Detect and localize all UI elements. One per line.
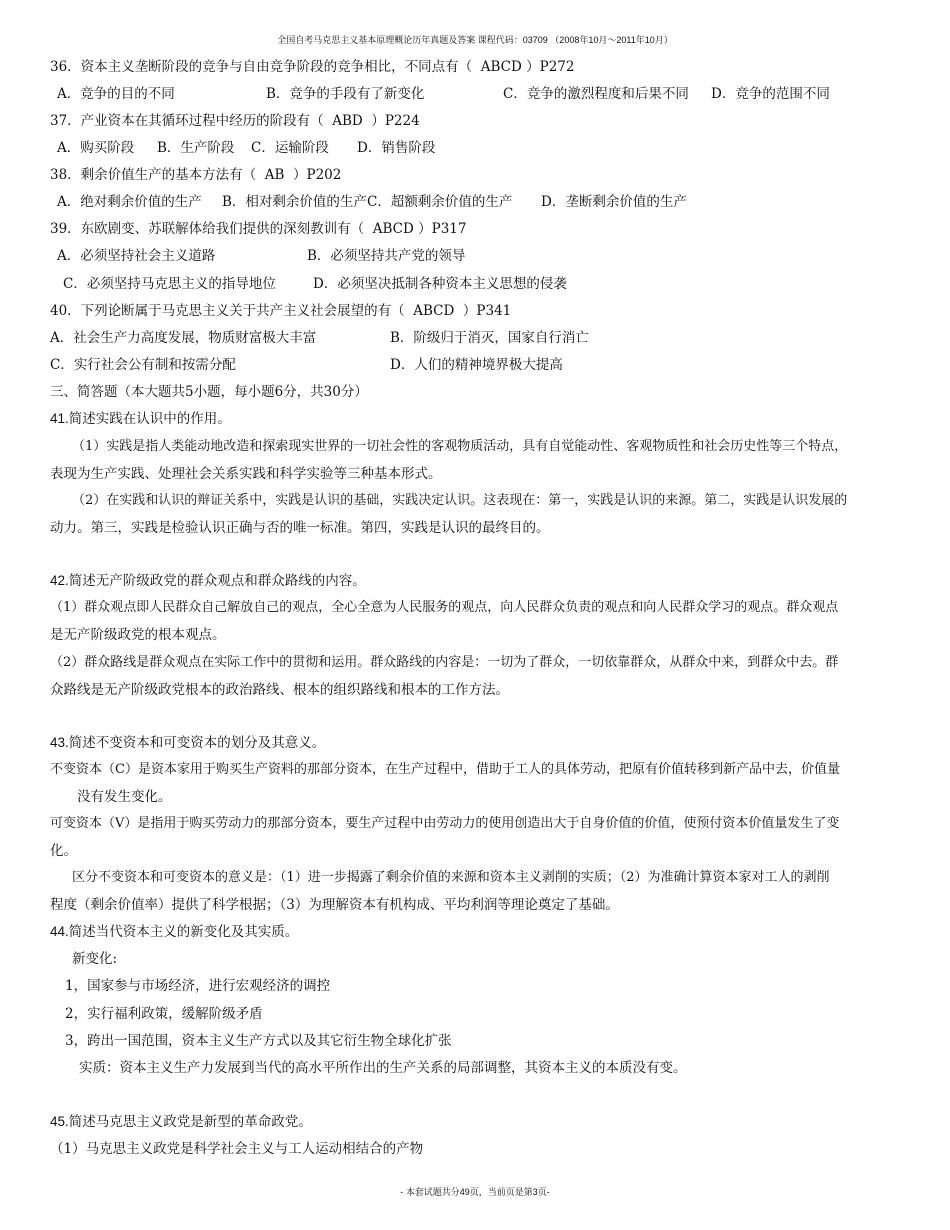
q41-paragraph-2-line-1: （2）在实践和认识的辩证关系中，实践是认识的基础，实践决定认识。这表现在：第一，实践是认识的来源。第二，实践是认识发展的 <box>72 493 848 508</box>
page-header: 全国自考马克思主义基本原理概论历年真题及答案 课程代码：03709 （2008年10月～2011年10月） <box>277 35 673 45</box>
q39-option-b: B．必须坚持共产党的领导 <box>307 248 466 264</box>
q36-option-c: C．竞争的激烈程度和后果不同 <box>503 86 689 102</box>
q38-option-d: D．垄断剩余价值的生产 <box>541 194 687 210</box>
q41-title: 41.简述实践在认识中的作用。 <box>50 411 231 426</box>
q44-title: 44.简述当代资本主义的新变化及其实质。 <box>50 924 299 939</box>
q43-constant-capital-line-1: 不变资本（C）是资本家用于购买生产资料的那部分资本，在生产过程中，借助于工人的具体劳动，把原有价值转移到新产品中去，价值量 <box>50 762 840 777</box>
q44-new-changes-label: 新变化: <box>72 951 118 967</box>
q42-paragraph-1-line-1: （1）群众观点即人民群众自己解放自己的观点，全心全意为人民服务的观点，向人民群众负责的观点和向人民群众学习的观点。群众观点 <box>50 600 839 615</box>
q43-variable-capital-line-2: 化。 <box>50 843 77 859</box>
q41-paragraph-2-line-2: 动力。第三，实践是检验认识正确与否的唯一标准。第四，实践是认识的最终目的。 <box>50 520 550 536</box>
q45-paragraph-1: （1）马克思主义政党是科学社会主义与工人运动相结合的产物 <box>50 1141 424 1157</box>
page-footer: - 本套试题共分49页，当前页是第3页- <box>400 1187 550 1197</box>
q36-option-d: D．竞争的范围不同 <box>711 86 830 102</box>
q42-paragraph-2-line-1: （2）群众路线是群众观点在实际工作中的贯彻和运用。群众路线的内容是：一切为了群众，一切依靠群众，从群众中来，到群众中去。群 <box>50 655 839 670</box>
q36-option-a: A．竞争的目的不同 <box>57 86 175 102</box>
q38-option-c: C．超额剩余价值的生产 <box>367 194 513 210</box>
q45-title: 45.简述马克思主义政党是新型的革命政党。 <box>50 1114 312 1129</box>
q39-option-c: C．必须坚持马克思主义的指导地位 <box>63 276 276 292</box>
q44-essence: 实质：资本主义生产力发展到当代的高水平所作出的生产关系的局部调整，其资本主义的本质没有变。 <box>79 1060 687 1076</box>
q37-option-b: B．生产阶段 <box>157 140 235 156</box>
q36-option-b: B．竞争的手段有了新变化 <box>266 86 425 102</box>
q40-option-a: A．社会生产力高度发展，物质财富极大丰富 <box>50 330 317 346</box>
section-heading: 三、简答题（本大题共5小题，每小题6分，共30分） <box>50 384 368 400</box>
q39-option-d: D．必须坚决抵制各种资本主义思想的侵袭 <box>313 276 567 292</box>
q42-paragraph-2-line-2: 众路线是无产阶级政党根本的政治路线、根本的组织路线和根本的工作方法。 <box>50 682 509 698</box>
q44-item-2: 2，实行福利政策，缓解阶级矛盾 <box>65 1006 263 1022</box>
q38-option-b: B．相对剩余价值的生产 <box>222 194 367 210</box>
q37-stem: 37．产业资本在其循环过程中经历的阶段有（ ABD ）P224 <box>50 113 420 129</box>
q42-title: 42.简述无产阶级政党的群众观点和群众路线的内容。 <box>50 573 366 588</box>
q37-option-d: D．销售阶段 <box>357 140 436 156</box>
q37-option-a: A．购买阶段 <box>57 140 135 156</box>
q43-significance-line-1: 区分不变资本和可变资本的意义是：（1）进一步揭露了剩余价值的来源和资本主义剥削的实质；（2）为准确计算资本家对工人的剥削 <box>72 870 830 885</box>
q39-stem: 39．东欧剧变、苏联解体给我们提供的深刻教训有（ ABCD ）P317 <box>50 221 467 237</box>
q40-option-c: C．实行社会公有制和按需分配 <box>50 357 236 373</box>
q41-paragraph-1-line-2: 表现为生产实践、处理社会关系实践和科学实验等三种基本形式。 <box>50 466 442 482</box>
q43-significance-line-2: 程度（剩余价值率）提供了科学根据；（3）为理解资本有机构成、平均利润等理论奠定了基础。 <box>50 897 619 913</box>
q39-option-a: A．必须坚持社会主义道路 <box>57 248 216 264</box>
q41-paragraph-1-line-1: （1）实践是指人类能动地改造和探索现实世界的一切社会性的客观物质活动，具有自觉能动性、客观物质性和社会历史性等三个特点， <box>72 439 848 454</box>
q44-item-1: 1，国家参与市场经济，进行宏观经济的调控 <box>65 978 331 994</box>
q40-option-d: D．人们的精神境界极大提高 <box>390 357 563 373</box>
q43-variable-capital-line-1: 可变资本（V）是指用于购买劳动力的那部分资本，要生产过程中由劳动力的使用创造出大于自身价值的价值，使预付资本价值量发生了变 <box>50 816 840 831</box>
q44-item-3: 3，跨出一国范围，资本主义生产方式以及其它衍生物全球化扩张 <box>65 1033 452 1049</box>
q40-option-b: B．阶级归于消灭，国家自行消亡 <box>390 330 589 346</box>
q38-option-a: A．绝对剩余价值的生产 <box>57 194 202 210</box>
q43-title: 43.简述不变资本和可变资本的划分及其意义。 <box>50 735 326 750</box>
q40-stem: 40．下列论断属于马克思主义关于共产主义社会展望的有（ ABCD ）P341 <box>50 303 512 319</box>
q42-paragraph-1-line-2: 是无产阶级政党的根本观点。 <box>50 627 226 643</box>
q36-stem: 36．资本主义垄断阶段的竞争与自由竞争阶段的竞争相比，不同点有（ ABCD ）P272 <box>50 59 575 75</box>
q38-stem: 38．剩余价值生产的基本方法有（ AB ）P202 <box>50 167 342 183</box>
q43-constant-capital-line-2: 没有发生变化。 <box>77 789 172 805</box>
q37-option-c: C．运输阶段 <box>251 140 329 156</box>
